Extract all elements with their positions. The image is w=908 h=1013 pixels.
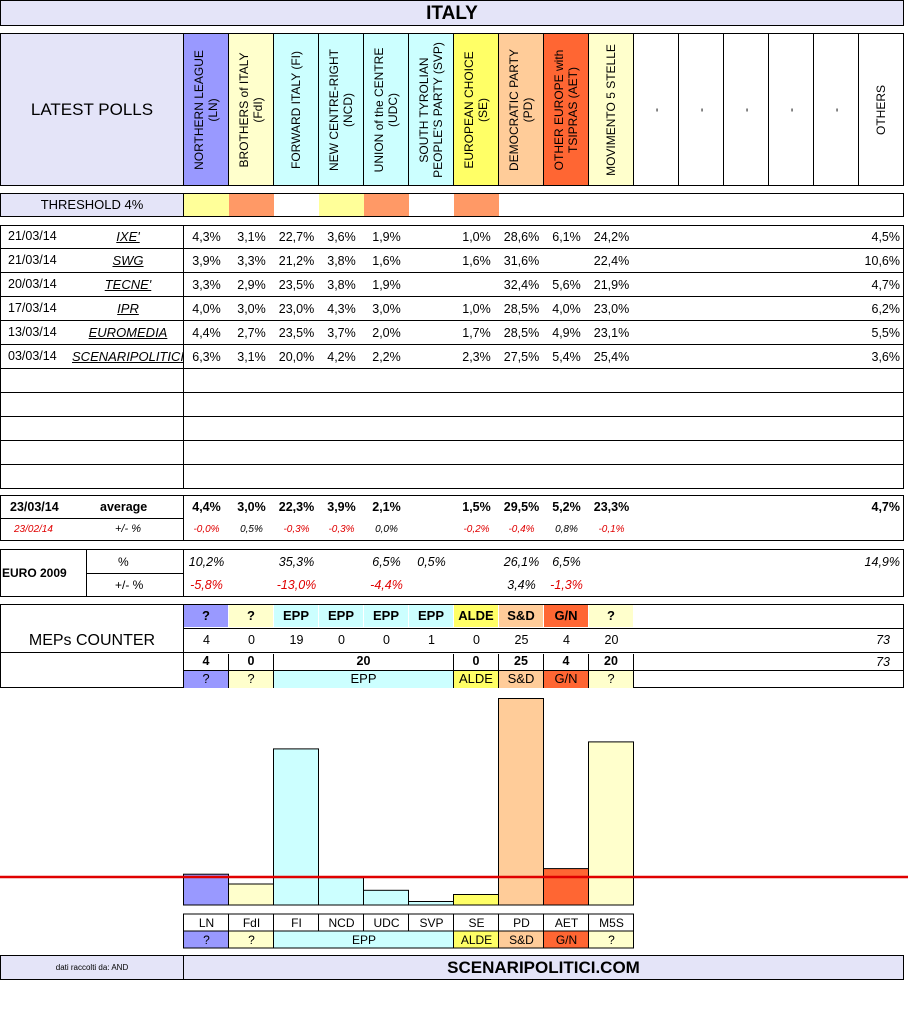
euro-pct-value: 0,5%	[417, 555, 446, 569]
meps-merged-seat: 25	[499, 654, 544, 670]
poll-value: 22,4%	[593, 254, 630, 268]
page-title: ITALY	[0, 0, 904, 26]
poll-value: 22,7%	[278, 230, 315, 244]
group-label: EPP	[351, 933, 377, 947]
euro-pct-value: 26,1%	[503, 555, 540, 569]
poll-value: 5,6%	[552, 278, 581, 292]
meps-group: S&D	[499, 605, 544, 627]
party-header	[723, 33, 769, 186]
table-row	[0, 441, 904, 465]
poll-value: 4,9%	[552, 326, 581, 340]
meps-seat: 4	[563, 633, 570, 647]
category-label: FdI	[242, 916, 261, 930]
threshold-cell	[319, 194, 364, 216]
threshold-cell	[229, 194, 274, 216]
party-header-label: DEMOCRATIC PARTY (PD)	[507, 48, 535, 171]
threshold-row-frame	[183, 193, 904, 217]
meps-merged-group: EPP	[274, 671, 454, 688]
poll-value: 3,8%	[327, 254, 356, 268]
poll-value: 23,0%	[278, 302, 315, 316]
party-header-label: -	[784, 107, 798, 112]
category-label: M5S	[599, 916, 624, 930]
poll-value: 23,5%	[278, 326, 315, 340]
category-label: UDC	[373, 916, 400, 930]
meps-merged-seat: 0	[454, 654, 499, 670]
table-row	[0, 417, 904, 441]
poll-value: 2,2%	[372, 350, 401, 364]
delta-value: -0,1%	[598, 524, 625, 535]
meps-merged-seat: 4	[544, 654, 589, 670]
euro-delta-value: -4,4%	[370, 578, 403, 592]
poll-value: 1,9%	[372, 278, 401, 292]
party-header-label: -	[829, 107, 843, 112]
delta-value: 0,5%	[240, 524, 263, 535]
chart-bar	[544, 869, 589, 905]
poll-value: 3,3%	[192, 278, 221, 292]
meps-seat: 1	[428, 633, 435, 647]
row-divider	[183, 417, 184, 441]
party-header	[273, 33, 319, 186]
party-header-label: FORWARD ITALY (FI)	[289, 50, 303, 169]
chart-bar	[364, 890, 409, 905]
meps-merged-seat: 20	[589, 654, 634, 670]
meps-seat: 25	[514, 633, 529, 647]
poll-institute: SCENARIPOLITICI	[72, 349, 184, 364]
party-header	[543, 33, 589, 186]
delta-value: -0,2%	[463, 524, 490, 535]
meps-seat: 19	[289, 633, 304, 647]
category-label: NCD	[328, 916, 355, 930]
meps-merged-group: ?	[184, 671, 229, 688]
delta-value: -0,3%	[283, 524, 310, 535]
poll-value: 3,6%	[327, 230, 356, 244]
poll-institute: IPR	[117, 301, 139, 316]
chart-bar	[589, 742, 634, 905]
category-label: FI	[291, 916, 302, 930]
euro-label: EURO 2009	[2, 566, 67, 580]
meps-group: EPP	[274, 605, 319, 627]
meps-group: ?	[229, 605, 274, 627]
poll-date: 21/03/14	[8, 229, 57, 243]
poll-value: 3,0%	[237, 302, 266, 316]
party-header	[813, 33, 859, 186]
party-header	[228, 33, 274, 186]
euro-delta-value: -1,3%	[550, 578, 583, 592]
poll-value: 1,9%	[372, 230, 401, 244]
poll-value: 4,2%	[327, 350, 356, 364]
chart-bar	[454, 895, 499, 906]
poll-date: 17/03/14	[8, 301, 57, 315]
meps-hline1	[183, 628, 904, 629]
meps-group: EPP	[364, 605, 409, 627]
poll-value: 23,1%	[593, 326, 630, 340]
row-divider	[183, 441, 184, 465]
party-header-label: UNION of the CENTRE (UDC)	[372, 47, 400, 172]
poll-others: 5,5%	[871, 326, 900, 340]
average-value: 3,9%	[327, 500, 356, 514]
poll-value: 3,0%	[372, 302, 401, 316]
meps-merged-group: ?	[229, 671, 274, 688]
meps-group: ALDE	[454, 605, 499, 627]
meps-label: MEPs COUNTER	[28, 632, 156, 649]
category-label: AET	[554, 916, 579, 930]
party-header	[633, 33, 679, 186]
delta-value: 0,8%	[555, 524, 578, 535]
poll-value: 4,0%	[192, 302, 221, 316]
poll-bar-chart	[0, 690, 908, 960]
euro-delta-value: 3,4%	[507, 578, 536, 592]
category-label: PD	[513, 916, 530, 930]
chart-bar	[229, 884, 274, 905]
euro-hline	[86, 573, 184, 574]
party-header	[678, 33, 724, 186]
poll-value: 3,1%	[237, 350, 266, 364]
delta-value: -0,3%	[328, 524, 355, 535]
category-label: SVP	[419, 916, 444, 930]
party-header-label: OTHERS	[874, 84, 888, 135]
meps-group: EPP	[409, 605, 454, 627]
poll-value: 20,0%	[278, 350, 315, 364]
average-value: 2,1%	[372, 500, 401, 514]
poll-value: 21,9%	[593, 278, 630, 292]
footer-credit-box	[0, 955, 184, 980]
poll-value: 2,7%	[237, 326, 266, 340]
party-header	[363, 33, 409, 186]
poll-value: 27,5%	[503, 350, 540, 364]
meps-seat: 0	[473, 633, 480, 647]
poll-date: 13/03/14	[8, 325, 57, 339]
table-row	[0, 393, 904, 417]
chart-bar	[499, 699, 544, 906]
poll-value: 4,3%	[327, 302, 356, 316]
poll-value: 6,3%	[192, 350, 221, 364]
row-divider	[183, 465, 184, 489]
party-header	[858, 33, 904, 186]
average-value: 23,3%	[593, 500, 630, 514]
poll-value: 6,1%	[552, 230, 581, 244]
party-header-label: SOUTH TYROLIAN PEOPLE'S PARTY (SVP)	[417, 41, 445, 178]
euro-pct-value: 10,2%	[188, 555, 225, 569]
chart-bar	[409, 902, 454, 906]
poll-value: 5,4%	[552, 350, 581, 364]
average-value: 3,0%	[237, 500, 266, 514]
poll-value: 3,8%	[327, 278, 356, 292]
chart-bar	[319, 878, 364, 905]
threshold-cell	[454, 194, 499, 216]
euro-delta-label: +/- %	[115, 578, 144, 592]
table-row	[0, 465, 904, 489]
meps-hline2	[0, 652, 904, 653]
threshold-cell	[364, 194, 409, 216]
average-value: 4,4%	[192, 500, 221, 514]
average-value: 22,3%	[278, 500, 315, 514]
euro-pct-value: 6,5%	[372, 555, 401, 569]
row-divider	[183, 369, 184, 393]
meps-merged-total: 73	[876, 655, 890, 669]
poll-value: 2,3%	[462, 350, 491, 364]
meps-group: EPP	[319, 605, 364, 627]
chart-bar	[184, 874, 229, 905]
poll-value: 32,4%	[503, 278, 540, 292]
meps-group: ?	[184, 605, 229, 627]
poll-value: 28,5%	[503, 326, 540, 340]
latest-polls-label: LATEST POLLS	[0, 33, 184, 186]
meps-group: G/N	[544, 605, 589, 627]
poll-value: 1,6%	[372, 254, 401, 268]
poll-date: 03/03/14	[8, 349, 57, 363]
chart-bar	[274, 749, 319, 905]
party-header-label: -	[694, 107, 708, 112]
meps-seat: 20	[604, 633, 619, 647]
footer-credit: dati raccolti da: AND	[55, 963, 129, 972]
party-header-label: -	[739, 107, 753, 112]
poll-others: 10,6%	[864, 254, 900, 268]
delta-date: 23/02/14	[14, 524, 53, 535]
poll-institute: IXE'	[116, 229, 140, 244]
meps-seat: 0	[248, 633, 255, 647]
category-label: LN	[198, 916, 215, 930]
poll-value: 3,3%	[237, 254, 266, 268]
poll-value: 1,6%	[462, 254, 491, 268]
euro-pct-label: %	[118, 555, 129, 569]
delta-label: +/- %	[115, 523, 141, 535]
footer-site-box	[183, 955, 904, 980]
meps-merged-group: S&D	[499, 671, 544, 688]
group-label: S&D	[509, 933, 534, 947]
average-value: 29,5%	[503, 500, 540, 514]
poll-others: 6,2%	[871, 302, 900, 316]
average-date: 23/03/14	[10, 500, 59, 514]
poll-value: 1,0%	[462, 302, 491, 316]
meps-merged-group: ALDE	[454, 671, 499, 688]
group-label: ?	[203, 933, 210, 947]
poll-value: 23,0%	[593, 302, 630, 316]
delta-value: -0,0%	[193, 524, 220, 535]
average-value: 1,5%	[462, 500, 491, 514]
poll-value: 3,1%	[237, 230, 266, 244]
average-hline	[0, 518, 184, 519]
meps-group: ?	[589, 605, 634, 627]
meps-seat: 0	[383, 633, 390, 647]
threshold-cell	[184, 194, 229, 216]
poll-others: 4,7%	[871, 278, 900, 292]
group-label: ALDE	[460, 933, 493, 947]
threshold-label: THRESHOLD 4%	[0, 193, 184, 217]
poll-value: 28,5%	[503, 302, 540, 316]
meps-merged-group: ?	[589, 671, 634, 688]
poll-value: 4,4%	[192, 326, 221, 340]
poll-date: 20/03/14	[8, 277, 57, 291]
poll-value: 21,2%	[278, 254, 315, 268]
table-row	[0, 369, 904, 393]
delta-value: -0,4%	[508, 524, 535, 535]
meps-merged-seat: 4	[184, 654, 229, 670]
party-header-label: NORTHERN LEAGUE (LN)	[192, 49, 220, 170]
poll-value: 2,0%	[372, 326, 401, 340]
meps-merged-group: G/N	[544, 671, 589, 688]
euro-pct-value: 6,5%	[552, 555, 581, 569]
meps-seat-total: 73	[876, 633, 890, 647]
delta-value: 0,0%	[375, 524, 398, 535]
party-header-label: NEW CENTRE-RIGHT (NCD)	[327, 48, 355, 171]
poll-others: 3,6%	[871, 350, 900, 364]
average-label: average	[100, 500, 148, 514]
poll-value: 28,6%	[503, 230, 540, 244]
poll-date: 21/03/14	[8, 253, 57, 267]
poll-value: 24,2%	[593, 230, 630, 244]
poll-value: 2,9%	[237, 278, 266, 292]
group-label: ?	[248, 933, 255, 947]
row-divider	[183, 393, 184, 417]
poll-value: 23,5%	[278, 278, 315, 292]
party-header	[318, 33, 364, 186]
party-header-label: BROTHERS of ITALY (FdI)	[237, 52, 265, 167]
euro-pct-others: 14,9%	[864, 555, 900, 569]
average-value: 5,2%	[552, 500, 581, 514]
party-header	[768, 33, 814, 186]
poll-value: 1,0%	[462, 230, 491, 244]
poll-value: 25,4%	[593, 350, 630, 364]
party-header-label: EUROPEAN CHOICE (SE)	[462, 50, 490, 169]
poll-institute: SWG	[112, 253, 144, 268]
footer-site: SCENARIPOLITICI.COM	[447, 958, 640, 977]
party-header-label: -	[649, 107, 663, 112]
poll-value: 4,3%	[192, 230, 221, 244]
poll-others: 4,5%	[871, 230, 900, 244]
poll-value: 31,6%	[503, 254, 540, 268]
party-header-label: MOVIMENTO 5 STELLE	[604, 43, 618, 176]
poll-value: 1,7%	[462, 326, 491, 340]
poll-value: 4,0%	[552, 302, 581, 316]
category-label: SE	[468, 916, 485, 930]
euro-delta-value: -13,0%	[276, 578, 317, 592]
group-label: G/N	[555, 933, 578, 947]
party-header	[453, 33, 499, 186]
average-others: 4,7%	[871, 500, 900, 514]
poll-value: 3,7%	[327, 326, 356, 340]
poll-institute: TECNE'	[104, 277, 152, 292]
party-header	[588, 33, 634, 186]
party-header	[498, 33, 544, 186]
poll-institute: EUROMEDIA	[88, 325, 168, 340]
euro-delta-value: -5,8%	[190, 578, 223, 592]
meps-merged-seat: 0	[229, 654, 274, 670]
party-header	[183, 33, 229, 186]
meps-seat: 4	[203, 633, 210, 647]
meps-seat: 0	[338, 633, 345, 647]
poll-value: 3,9%	[192, 254, 221, 268]
meps-merged-seat: 20	[274, 654, 454, 670]
party-header-label: OTHER EUROPE with TSIPRAS (AET)	[552, 49, 580, 170]
party-header	[408, 33, 454, 186]
euro-pct-value: 35,3%	[278, 555, 315, 569]
group-label: ?	[608, 933, 615, 947]
